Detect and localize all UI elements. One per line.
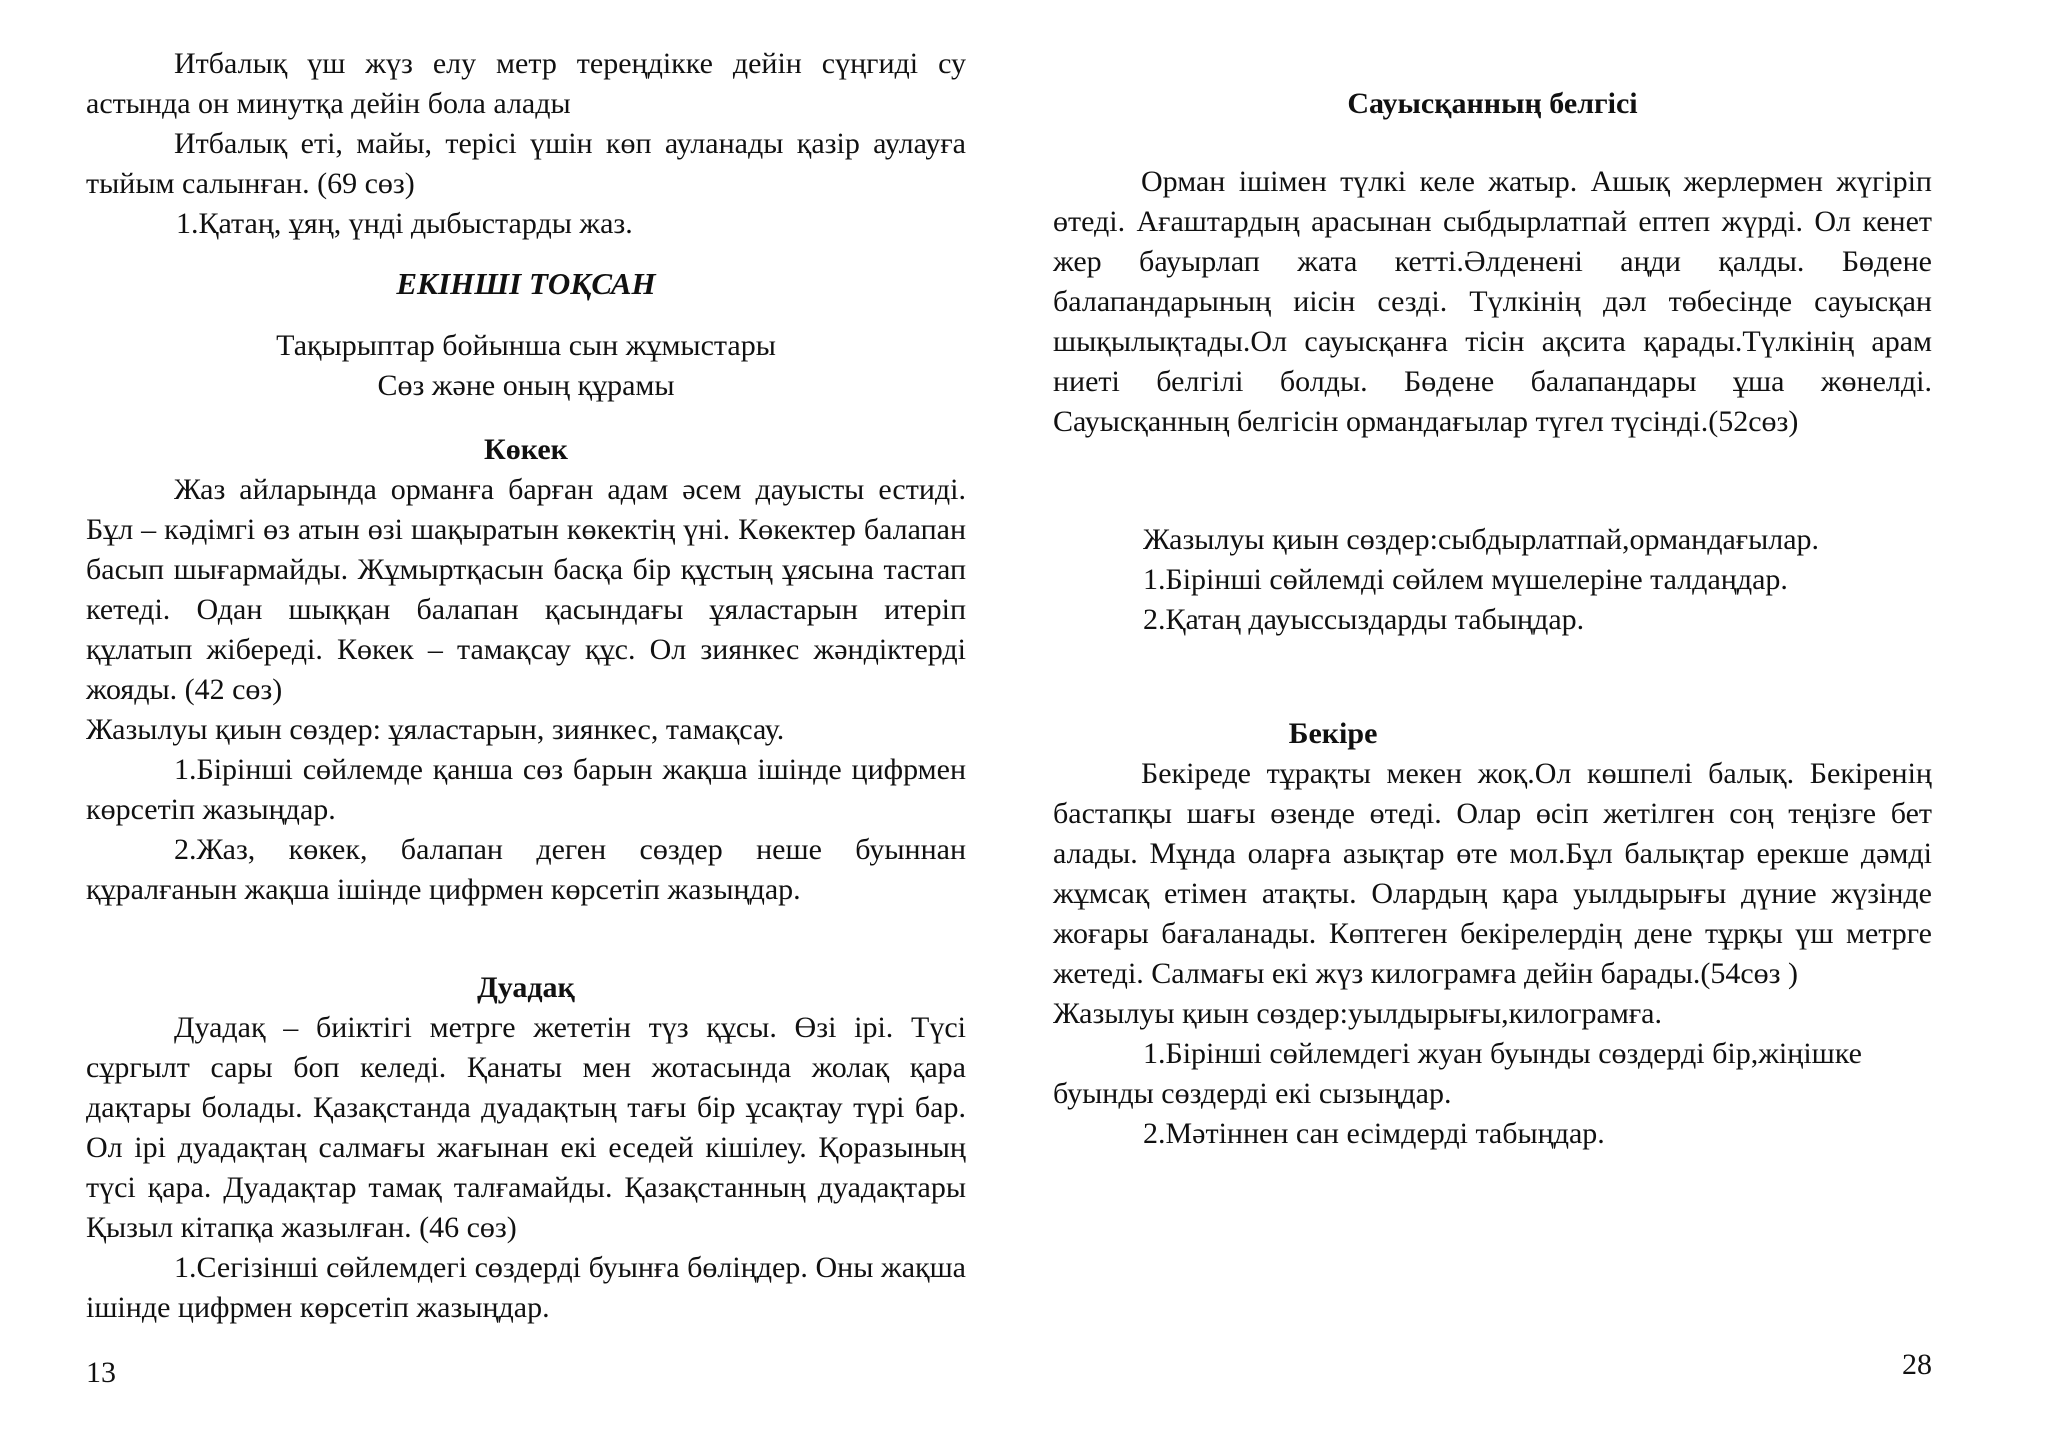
text-title-sauysqan: Сауысқанның белгісі: [1347, 87, 1638, 120]
task-bekire-1: 1.Бірінші сөйлемдегі жуан буынды сөздерді бір,жіңішке буынды сөздерді екі сызыңдар.: [1053, 1037, 1862, 1110]
section-title: ЕКІНШІ ТОҚСАН: [396, 266, 656, 301]
subtitle-1: Тақырыптар бойынша сын жұмыстары: [276, 329, 776, 362]
hard-words-kokek: Жазылуы қиын сөздер: ұяластарын, зиянкес, тамақсау.: [86, 713, 785, 746]
task-duadak-1: 1.Сегізінші сөйлемдегі сөздерді буынға бөліңдер. Оны жақша ішінде цифрмен көрсетіп жазыңдар.: [86, 1251, 966, 1324]
task-sauysqan-1: 1.Бірінші сөйлемді сөйлем мүшелеріне талдаңдар.: [1143, 563, 1788, 596]
text-title-bekire: Бекіре: [1288, 717, 1378, 750]
text-body-duadak: Дуадақ – биіктігі метрге жететін түз құсы. Өзі ірі. Түсі сұргылт сары боп келеді. Қанаты мен жотасында жолақ қара дақтары болады. Қазақстанда дуадақтың тағы бір ұсақтау түрі бар. Ол ірі дуадақтаң салмағы жағынан екі еседей кішілеу. Қоразының түсі қара. Дуадақтар тамақ талғамайды. Қазақстанның дуадақтары Қызыл кітапқа жазылған. (46 сөз): [86, 1011, 966, 1244]
text-title-kokek: Көкек: [484, 433, 568, 466]
subtitle-2: Сөз және оның құрамы: [377, 369, 675, 402]
task-kokek-1: 1.Бірінші сөйлемде қанша сөз барын жақша ішінде цифрмен көрсетіп жазыңдар.: [86, 753, 966, 826]
task-sauysqan-2: 2.Қатаң дауыссыздарды табыңдар.: [1143, 603, 1585, 636]
text-title-duadak: Дуадақ: [477, 971, 575, 1004]
text-body-bekire: Бекіреде тұрақты мекен жоқ.Ол көшпелі балық. Бекіренің бастапқы шағы өзенде өтеді. Олар өсіп жетілген соң теңізге бет алады. Мұнда оларға азықтар өте мол.Бұл балықтар ерекше дәмді жұмсақ етімен атақты. Олардың қара уылдырығы дүние жүзінде жоғары бағаланады. Көптеген бекірелердің дене тұрқы үш метрге жетеді. Салмағы екі жүз килограмға дейін барады.(54сөз ): [1053, 757, 1932, 990]
hard-words-bekire: Жазылуы қиын сөздер:уылдырығы,килограмға.: [1053, 997, 1662, 1030]
intro-paragraph-1: Итбалық үш жүз елу метр тереңдікке дейін сүңгиді су астында он минутқа дейін бола алады: [86, 47, 966, 120]
left-page: [86, 0, 966, 1448]
text-body-kokek: Жаз айларында орманға барған адам әсем дауысты естиді. Бұл – кәдімгі өз атын өзі шақыратын көкектің үні. Көкектер балапан басып шығармайды. Жұмыртқасын басқа бір құстың ұясына тастап кетеді. Одан шыққан балапан қасындағы ұяластарын итеріп құлатып жібереді. Көкек – тамақсау құс. Ол зиянкес жәндіктерді жояды. (42 сөз): [86, 473, 966, 706]
page-number-right: 28: [1902, 1348, 1932, 1381]
task-bekire-2: 2.Мәтіннен сан есімдерді табыңдар.: [1143, 1117, 1605, 1150]
intro-paragraph-2: Итбалық еті, майы, терісі үшін көп ауланады қазір аулауға тыйым салынған. (69 сөз): [86, 127, 966, 200]
hard-words-sauysqan: Жазылуы қиын сөздер:сыбдырлатпай,ормандағылар.: [1143, 523, 1820, 556]
intro-task: 1.Қатаң, ұяң, үнді дыбыстарды жаз.: [176, 207, 633, 240]
task-kokek-2: 2.Жаз, көкек, балапан деген сөздер неше буыннан құралғанын жақша ішінде цифрмен көрсетіп жазыңдар.: [86, 833, 966, 906]
right-page: [1053, 0, 1932, 1448]
text-body-sauysqan: Орман ішімен түлкі келе жатыр. Ашық жерлермен жүгіріп өтеді. Ағаштардың арасынан сыбдырлатпай ептеп жүрді. Ол кенет жер бауырлап жата кетті.Әлденені аңди қалды. Бөдене балапандарының иісін сезді. Түлкінің дәл төбесінде сауысқан шықылықтады.Ол сауысқанға тісін ақсита қарады.Түлкінің арам ниеті белгілі болды. Бөдене балапандары ұша жөнелді. Сауысқанның белгісін ормандағылар түгел түсінді.(52сөз): [1053, 165, 1932, 438]
page-number-left: 13: [86, 1356, 116, 1389]
